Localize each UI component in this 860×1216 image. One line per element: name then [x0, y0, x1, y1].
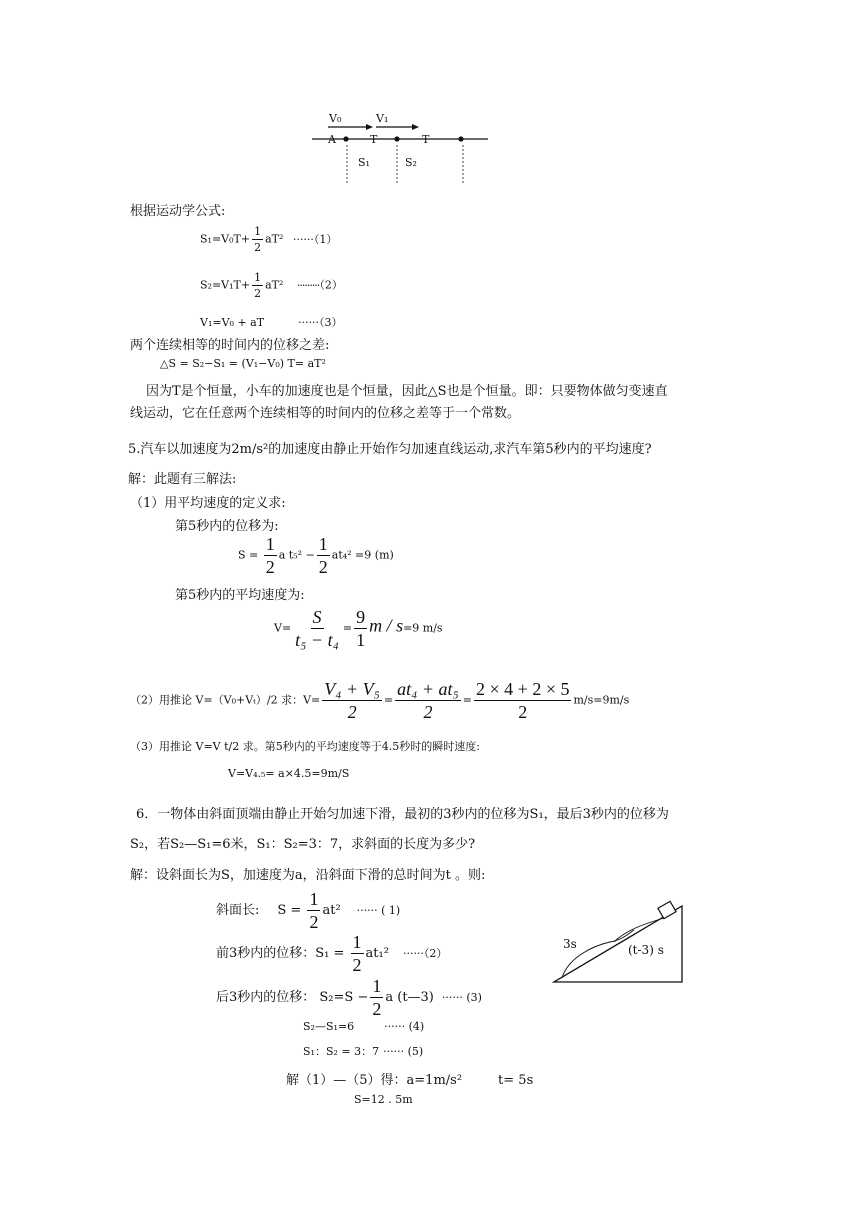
paragraph-line-2: 线运动，它在任意两个连续相等的时间内的位移之差等于一个常数。 — [130, 406, 521, 421]
m1-velocity-equation: V= $\frac{S}{\text{t₅ − t₄}}$ = $\frac{9}{1}$ m / s=9 m/s — [274, 607, 443, 650]
intro-text: 根据运动学公式: — [130, 204, 226, 219]
method-1: （1）用平均速度的定义求: — [130, 496, 286, 511]
question-5: 5.汽车以加速度为2m/s²的加速度由静止开始作匀加速直线运动,求汽车第5秒内的平均速度? — [128, 442, 652, 457]
incline-label-left: 3s — [563, 937, 577, 951]
question-6-line-1: 6．一物体由斜面顶端由静止开始匀加速下滑，最初的3秒内的位移为S₁，最后3秒内的位移为 — [136, 807, 669, 822]
equation-3: V₁=V₀ + aT ······（3） — [200, 316, 343, 329]
label-t2: T — [422, 133, 430, 146]
solution-5: 解：此题有三解法: — [128, 472, 237, 487]
label-v0: V₀ — [329, 112, 342, 125]
method-3-equation: V=V₄.₅= a×4.5=9m/S — [228, 767, 350, 780]
question-6-line-2: S₂，若S₂—S₁=6米，S₁：S₂=3：7，求斜面的长度为多少? — [130, 837, 476, 852]
m1-velocity-label: 第5秒内的平均速度为: — [175, 588, 305, 603]
equation-2: S₂=V₁T+ $\frac{1}{2}$ aT² ·········（2） — [200, 271, 343, 300]
equation-1: S₁=V₀T+ $\frac{1}{2}$ aT² ······（1） — [200, 225, 338, 254]
m1-displacement-equation: S = $\frac{1}{2}$ a t₅² − $\frac{1}{2}$ at₄² =9 (m) — [238, 534, 394, 577]
paragraph-line-1: 因为T是个恒量，小车的加速度也是个恒量，因此△S也是个恒量。即：只要物体做匀变速直 — [146, 384, 668, 399]
diff-intro: 两个连续相等的时间内的位移之差: — [130, 338, 330, 353]
label-a: A — [328, 133, 336, 146]
method-2: （2）用推论 V=（V₀+Vₜ）/2 求：V= $\frac{\text{V₄ + V₅}}{2}$ = $\frac{\text{at₄ + at₅}}{2}$ = $\frac{2 \times 4 + 2 \times 5}{2}$ m/s=9m/s — [130, 679, 630, 722]
eq6-2: 前3秒内的位移：S₁ = $\frac{1}{2}$ at₁² ······（2） — [216, 932, 448, 975]
m1-displacement-label: 第5秒内的位移为: — [175, 519, 279, 534]
solution-6: 解：设斜面长为S，加速度为a，沿斜面下滑的总时间为t 。则: — [130, 868, 486, 883]
label-t1: T — [370, 133, 378, 146]
diff-equation: △S = S₂−S₁ = (V₁−V₀) T= aT² — [160, 357, 326, 370]
method-3: （3）用推论 V=V t/2 求。第5秒内的平均速度等于4.5秒时的瞬时速度: — [130, 740, 480, 753]
eq6-1: 斜面长: S = $\frac{1}{2}$ at² ······ ( 1) — [216, 889, 401, 932]
eq6-5: S₁：S₂ = 3：7 ······ (5) — [303, 1045, 424, 1058]
eq6-3: 后3秒内的位移： S₂=S − $\frac{1}{2}$ a (t—3) ······ (3) — [216, 976, 482, 1019]
label-s2: S₂ — [405, 156, 417, 169]
eq6-4: S₂—S₁=6 ······ (4) — [303, 1020, 425, 1033]
eq6-7: S=12 . 5m — [354, 1093, 413, 1106]
incline-label-right: (t-3) s — [628, 943, 664, 957]
label-s1: S₁ — [358, 156, 370, 169]
eq6-6: 解（1）—（5）得：a=1m/s² t= 5s — [286, 1073, 534, 1088]
label-v1: V₁ — [376, 112, 389, 125]
